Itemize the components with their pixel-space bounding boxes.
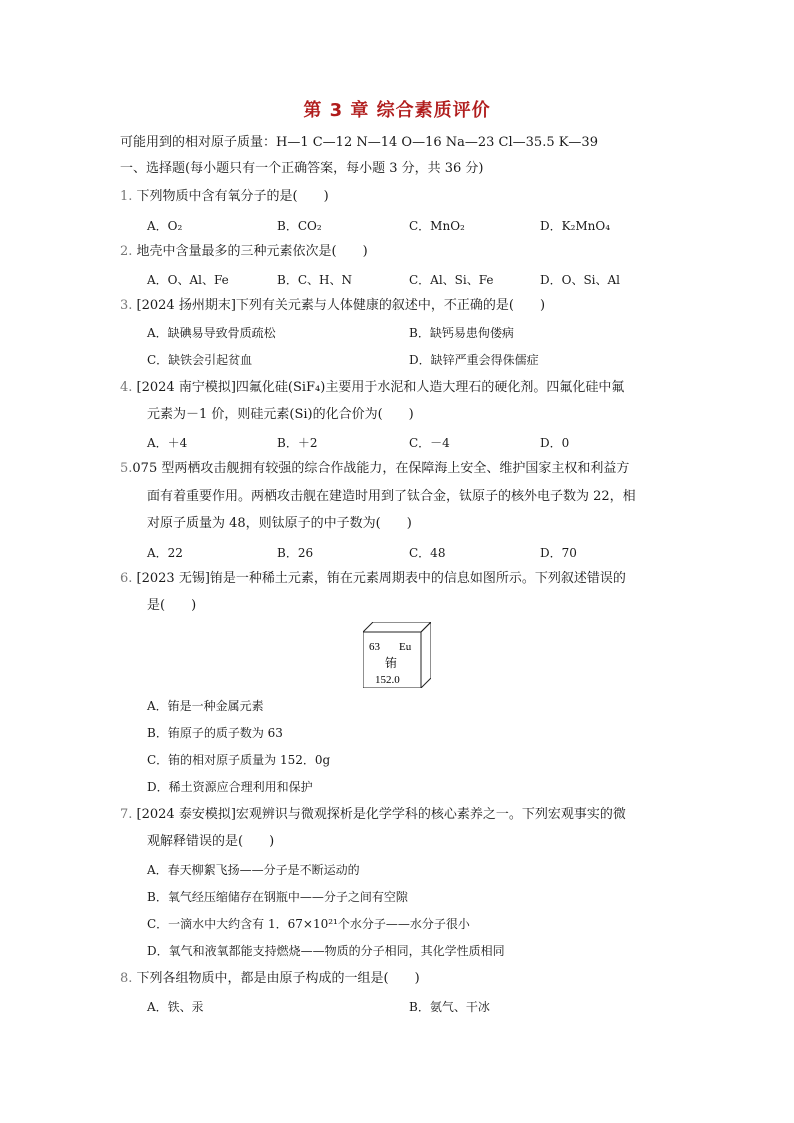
option-c[interactable]: C．Al、Si、Fe (409, 273, 494, 287)
option-b[interactable]: B．CO₂ (277, 219, 322, 233)
question-6: 6. [2023 无锡]铕是一种稀土元素，铕在元素周期表中的信息如图所示。下列叙述错误的 (120, 571, 626, 586)
element-number: 63 (369, 641, 380, 653)
question-5-line2: 面有着重要作用。两栖攻击舰在建造时用到了钛合金，钛原子的核外电子数为 22，相 (147, 489, 636, 504)
question-8: 8. 下列各组物质中，都是由原子构成的一组是( ) (120, 971, 420, 986)
question-2: 2. 地壳中含量最多的三种元素依次是( ) (120, 244, 368, 259)
option-b[interactable]: B．铕原子的质子数为 63 (147, 726, 283, 740)
europium-element-card-figure (363, 622, 431, 688)
option-d[interactable]: D．0 (540, 436, 570, 450)
option-a[interactable]: A．O₂ (147, 219, 183, 233)
option-c[interactable]: C．一滴水中大约含有 1．67×10²¹个水分子——水分子很小 (147, 917, 470, 931)
option-d[interactable]: D．氧气和液氧都能支持燃烧——物质的分子相同，其化学性质相同 (147, 944, 505, 958)
option-c[interactable]: C．铕的相对原子质量为 152．0g (147, 753, 331, 767)
question-7-line2: 观解释错误的是( ) (147, 834, 275, 849)
option-d[interactable]: D．70 (540, 546, 577, 560)
question-5: 5.075 型两栖攻击舰拥有较强的综合作战能力，在保障海上安全、维护国家主权和利益方 (120, 461, 630, 476)
option-b[interactable]: B．氧气经压缩储存在钢瓶中——分子之间有空隙 (147, 890, 408, 904)
question-1: 1. 下列物质中含有氧分子的是( ) (120, 189, 329, 204)
option-a[interactable]: A．铁、汞 (147, 1000, 204, 1014)
option-d[interactable]: D．缺锌严重会得侏儒症 (409, 353, 539, 367)
question-5-line3: 对原子质量为 48，则钛原子的中子数为( ) (147, 516, 412, 531)
option-a[interactable]: A．22 (147, 546, 183, 560)
option-b[interactable]: B．26 (277, 546, 314, 560)
element-name: 铕 (385, 656, 398, 670)
page-title: 第 3 章 综合素质评价 (303, 100, 491, 121)
question-4-line2: 元素为－1 价，则硅元素(Si)的化合价为( ) (147, 407, 414, 422)
question-6-line2: 是( ) (147, 598, 197, 613)
option-c[interactable]: C．48 (409, 546, 446, 560)
option-d[interactable]: D．稀土资源应合理利用和保护 (147, 780, 313, 794)
question-4: 4. [2024 南宁模拟]四氟化硅(SiF₄)主要用于水泥和人造大理石的硬化剂。四氟化硅中氟 (120, 380, 625, 395)
atomic-masses-note: 可能用到的相对原子质量：H—1 C—12 N—14 O—16 Na—23 Cl—35.5 K—39 (120, 135, 598, 150)
option-a[interactable]: A．铕是一种金属元素 (147, 699, 264, 713)
option-c[interactable]: C．－4 (409, 436, 450, 450)
section-heading: 一、选择题(每小题只有一个正确答案，每小题 3 分，共 36 分) (120, 161, 484, 176)
question-3: 3. [2024 扬州期末]下列有关元素与人体健康的叙述中，不正确的是( ) (120, 298, 546, 313)
option-d[interactable]: D．O、Si、Al (540, 273, 621, 287)
option-b[interactable]: B．＋2 (277, 436, 318, 450)
option-c[interactable]: C．缺铁会引起贫血 (147, 353, 253, 367)
option-b[interactable]: B．缺钙易患佝偻病 (409, 326, 514, 340)
element-mass: 152.0 (375, 674, 400, 686)
option-d[interactable]: D．K₂MnO₄ (540, 219, 611, 233)
element-symbol: Eu (399, 641, 412, 653)
option-c[interactable]: C．MnO₂ (409, 219, 465, 233)
option-b[interactable]: B．氨气、干冰 (409, 1000, 490, 1014)
option-a[interactable]: A．＋4 (147, 436, 188, 450)
option-a[interactable]: A．春天柳絮飞扬——分子是不断运动的 (147, 863, 360, 877)
question-7: 7. [2024 泰安模拟]宏观辨识与微观探析是化学学科的核心素养之一。下列宏观事实的微 (120, 807, 626, 822)
option-b[interactable]: B．C、H、N (277, 273, 352, 287)
option-a[interactable]: A．O、Al、Fe (147, 273, 229, 287)
option-a[interactable]: A．缺碘易导致骨质疏松 (147, 326, 276, 340)
